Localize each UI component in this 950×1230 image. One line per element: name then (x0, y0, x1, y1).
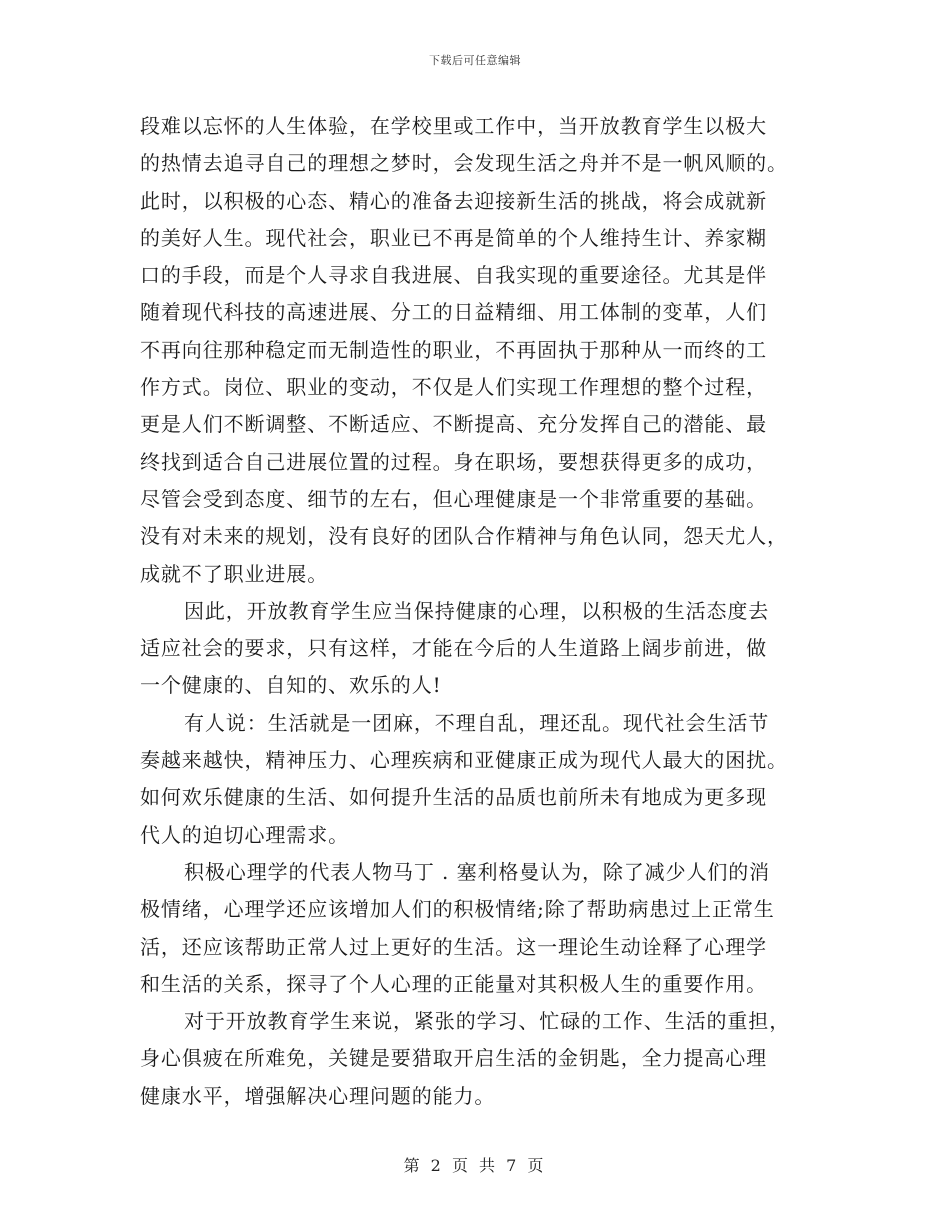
text-line: 健康水平，增强解决心理问题的能力。 (140, 1083, 496, 1108)
text-line: 积极心理学的代表人物马丁 . 塞利格曼认为，除了减少人们的消 (184, 859, 771, 884)
page-header: 下载后可任意编辑 (429, 54, 521, 67)
text-line: 身心俱疲在所难免，关键是要猎取开启生活的金钥匙，全力提高心理 (140, 1046, 767, 1071)
text-line: 因此，开放教育学生应当保持健康的心理，以积极的生活态度去 (184, 598, 770, 623)
text-line: 作方式。岗位、职业的变动，不仅是人们实现工作理想的整个过程， (140, 375, 767, 400)
text-line: 极情绪，心理学还应该增加人们的积极情绪;除了帮助病患过上正常生 (140, 897, 775, 922)
text-line: 的热情去追寻自己的理想之梦时，会发现生活之舟并不是一帆风顺的。 (140, 151, 788, 176)
text-line: 一个健康的、自知的、欢乐的人! (140, 673, 442, 698)
paragraph (140, 705, 810, 854)
paragraph (140, 854, 810, 1003)
text-line: 活，还应该帮助正常人过上更好的生活。这一理论生动诠释了心理学 (140, 934, 767, 959)
text-line: 不再向往那种稳定而无制造性的职业，不再固执于那种从一而终的工 (140, 337, 767, 362)
text-line: 此时，以积极的心态、精心的准备去迎接新生活的挑战，将会成就新 (140, 188, 767, 213)
page-footer: 第 2 页 共 7 页 (403, 1156, 547, 1175)
paragraph (140, 108, 810, 593)
text-line: 尽管会受到态度、细节的左右，但心理健康是一个非常重要的基础。 (140, 486, 767, 511)
text-line: 口的手段，而是个人寻求自我进展、自我实现的重要途径。尤其是伴 (140, 263, 767, 288)
text-line: 和生活的关系，探寻了个人心理的正能量对其积极人生的重要作用。 (140, 971, 767, 996)
text-line: 终找到适合自己进展位置的过程。身在职场，要想获得更多的成功， (140, 449, 767, 474)
text-line: 对于开放教育学生来说，紧张的学习、忙碌的工作、生活的重担， (184, 1009, 791, 1034)
text-line: 成就不了职业进展。 (140, 561, 329, 586)
text-line: 更是人们不断调整、不断适应、不断提高、充分发挥自己的潜能、最 (140, 412, 767, 437)
text-line: 适应社会的要求，只有这样，才能在今后的人生道路上阔步前进，做 (140, 636, 767, 661)
text-line: 没有对未来的规划，没有良好的团队合作精神与角色认同，怨天尤人， (140, 524, 788, 549)
text-line: 有人说：生活就是一团麻，不理自乱，理还乱。现代社会生活节 (184, 710, 770, 735)
document-body (140, 108, 810, 1115)
text-line: 如何欢乐健康的生活、如何提升生活的品质也前所未有地成为更多现 (140, 785, 767, 810)
text-line: 代人的迫切心理需求。 (140, 822, 349, 847)
paragraph (140, 1003, 810, 1115)
paragraph (140, 593, 810, 705)
text-line: 段难以忘怀的人生体验，在学校里或工作中，当开放教育学生以极大 (140, 114, 767, 138)
text-line: 奏越来越快，精神压力、心理疾病和亚健康正成为现代人最大的困扰。 (140, 748, 788, 773)
text-line: 随着现代科技的高速进展、分工的日益精细、用工体制的变革，人们 (140, 300, 767, 325)
text-line: 的美好人生。现代社会，职业已不再是简单的个人维持生计、养家糊 (140, 225, 767, 250)
